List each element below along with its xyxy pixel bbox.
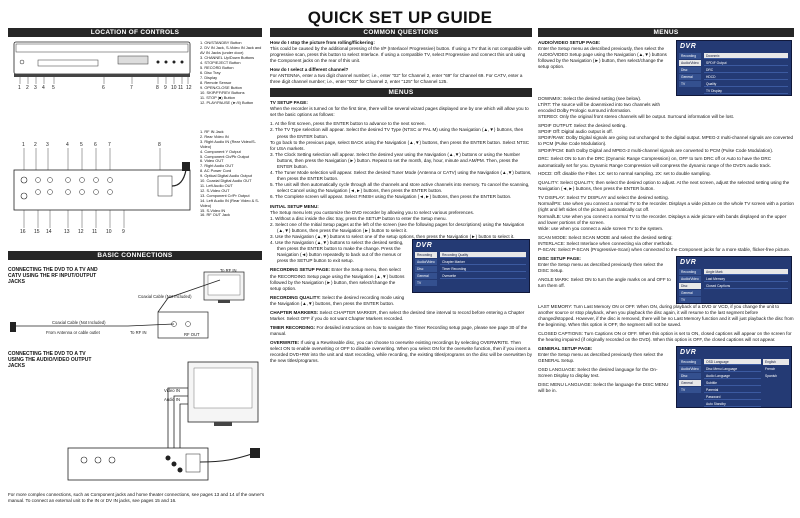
menu-left-item: Recording: [415, 252, 437, 258]
rear-callout: 4: [66, 142, 69, 148]
tv-step: 1. At the first screen, press the ENTER button to advance to the next screen.: [270, 121, 426, 127]
front-callout: 5: [52, 85, 55, 91]
timer-recording-body: For detailed instructions on how to navigate the Timer Recording setup page, please see page 30 of the manual.: [270, 324, 528, 336]
rear-item: 5. Component Cb/Pb Output: [200, 153, 250, 159]
disc-menu-language-text: DISC MENU LANGUAGE: Select the language the DISC MENU will be in.: [538, 381, 669, 394]
rear-item: 16. RF OUT Jack: [200, 212, 230, 218]
menu-right-item: HDCD: [704, 74, 788, 80]
column-menus: [538, 28, 794, 514]
initial-step: 4. Use the Navigation (▲,▼) buttons to select the desired setting, then press the ENTER button to make the change. Press the Navigation (◄) button repeatedly to back out of the menus or press the SETUP button to exit setup.: [270, 240, 404, 264]
av-setup-body: Enter the Setup menu as described previously, then select the AUDIO/VIDEO Setup page using the Navigation (▲,▼) buttons followed by the Navigation (►) button, then select/change the setup option.: [538, 46, 667, 70]
front-callout: 1: [18, 85, 21, 91]
dvr-logo: DVR: [680, 258, 697, 266]
disc-menu-screenshot: [676, 256, 792, 304]
rear-callout: 7: [108, 142, 111, 148]
interlace-text: INTERLACE: Select Interlace when connecting via other methods.: [538, 240, 673, 246]
menu-left-item: General: [679, 74, 701, 80]
control-item: 6. Disc Tray: [200, 70, 221, 75]
rear-item: 14. Left Audio IN (Rear Video & S-Video): [200, 197, 260, 208]
tv-setup-intro: When the recorder is turned on for the first time, there will be several wizard pages displayed one by one which will allow you to set the basic options as follows:: [270, 106, 529, 118]
menus-header: MENUS: [270, 88, 532, 97]
answer-channel: For ANTENNA, enter a two digit channel number; i.e., enter "02" for Channel 2, enter "69" for Channel 69. For CATV, enter a three digit channel number; i.e., enter "002" for Channel 2, enter "125" for Channel 125.: [270, 73, 523, 85]
rear-item: 15. S-Video IN: [200, 207, 226, 213]
basic-connections-header: BASIC CONNECTIONS: [8, 251, 262, 260]
spdif-off-text: SPDIF Off: Digital audio output is off.: [538, 129, 613, 135]
menu-right-item: OSD Language: [704, 359, 761, 365]
menu-left-item: Recording: [679, 53, 701, 59]
location-controls-header: LOCATION OF CONTROLS: [8, 28, 262, 37]
menu-left-item: Recording: [679, 269, 701, 275]
front-callout: 4: [42, 85, 45, 91]
column-location-controls: [8, 28, 262, 514]
label-to-rf: To RF IN: [220, 268, 237, 273]
tv-step: 2. The TV Type selection will appear. Select the desired TV Type (NTSC or PAL M) using the Navigation (▲,▼) buttons, then press the ENTER button.: [270, 127, 524, 139]
front-callout: 2: [26, 85, 29, 91]
rear-callout: 12: [78, 229, 84, 235]
control-item: 9. OPEN/CLOSE Button: [200, 85, 242, 90]
recording-quality-title: RECORDING QUALITY:: [270, 294, 321, 300]
menu-right-item: Overwrite: [440, 273, 526, 279]
rear-callout: 14: [46, 229, 52, 235]
rear-callout: 8: [158, 142, 161, 148]
recording-setup-title: RECORDING SETUP PAGE:: [270, 267, 331, 273]
rf-connection-diagram: [8, 268, 262, 348]
rear-item: 2. Rear Video IN: [200, 133, 229, 139]
rear-item: 8. AC Power Cord: [200, 168, 232, 174]
av-menu-screenshot: [676, 40, 792, 96]
menu-right-item: Chapter Marker: [440, 259, 526, 265]
menu-left-item: TV: [415, 280, 437, 286]
menu-right-item: Subtitle: [704, 380, 761, 386]
scan-mode-text: SCAN MODE: Select SCAN MODE and select the desired setting:: [538, 234, 673, 240]
menu-left-item: General: [415, 273, 437, 279]
initial-setup-title: INITIAL SETUP MENU:: [270, 203, 319, 209]
drc-text: DRC: Select ON to turn the DRC (Dynamic Range Compression) on, OFF to turn DRC off or Auto to have the DRC automatically set for you. Dynamic Range Compression will compress the dynamic range of the DVD's audio track.: [538, 156, 772, 168]
dvr-logo: DVR: [680, 348, 697, 356]
disc-setup-title: DISC SETUP PAGE:: [538, 255, 581, 261]
rear-callout: 13: [64, 229, 70, 235]
rear-item: 12. S-Video OUT: [200, 187, 230, 193]
menu-left-item: Audio/Video: [415, 259, 437, 265]
overwrite-title: OVERWRITE:: [270, 339, 300, 345]
general-setup-title: GENERAL SETUP PAGE:: [538, 345, 593, 351]
rear-callout: 10: [106, 229, 112, 235]
tv-step: 5. The unit will then automatically cycle through all the channels and store active channels into memory. To cancel the scanning, select Cancel using the Navigation (◄,►) buttons, then press the ENTER button.: [270, 182, 530, 194]
menu-right-item: TV Display: [704, 88, 788, 94]
initial-step: 2. Select one of the Initial Setup pages at the left of the screen (see the following pages for descriptions) using the Navigation (▲,▼) buttons, then press the Navigation (►) button to select it.: [270, 221, 525, 233]
angle-mark-text: ANGLE MARK: Select ON to turn the angle marks on and OFF to turn them off.: [538, 276, 671, 288]
front-callout: 7: [130, 85, 133, 91]
control-item: 12. PLAY/PAUSE (►/II) Button: [200, 100, 254, 105]
tv-step: 3. The Clock Setting selection will appear. Select the desired year using the Navigation (▲,▼) buttons or using the Number buttons, then press the Navigation (►) button. Repeat to set the month, day, hour, minute and AM/PM. Then, press the ENTER button.: [270, 151, 521, 169]
rear-item: 4. Component Y Output: [200, 148, 241, 154]
menu-right-item: DRC: [704, 67, 788, 73]
dvr-logo: DVR: [416, 242, 433, 250]
control-item: 3. CHANNEL Up/Down Buttons: [200, 55, 255, 60]
control-item: 8. Remote Sensor: [200, 80, 232, 85]
menu-right-item: SPDIF Output: [704, 60, 788, 66]
tv-display-wide-text: Wide: use when you connect a wide screen TV to the system.: [538, 225, 664, 231]
chapter-markers-body: Select CHAPTER MARKER, then select the desired time interval to record before entering a Chapter Marker. Select OFF if you do not want Chapter Markers recorded.: [270, 309, 525, 321]
label-coax-included: Coaxial Cable (Not Included): [52, 320, 106, 325]
label-audio-in: Audio IN: [164, 397, 181, 402]
spdif-raw-text: SPDIF/RAW: Dolby Digital signals are going out unchanged to the digital output. MPEG-2 multi-channel signals are converted to PCM (Pulse Code Modulation).: [538, 135, 794, 147]
timer-recording-title: TIMER RECORDING:: [270, 324, 316, 330]
front-callout: 12: [186, 85, 192, 91]
menu-option-item: English: [763, 359, 789, 365]
control-item: 11. STOP (■) Button: [200, 95, 236, 100]
menu-option-item: French: [765, 366, 776, 371]
common-questions-header: COMMON QUESTIONS: [270, 28, 532, 37]
overwrite-body: If using a Rewriteable disc, you can choose to overwrite existing recordings by selecting OVERWRITE. Then select ON to enable overwriting or OFF to disable overwriting. When you select ON for the overwrite function, then if you insert a recorded DVD+RW into the unit and start recording, while recording, the existing titles/programs on the disc will be overwritten by the new titles/programs.: [270, 339, 532, 363]
rear-item: 13. Component Cr/Pr Output: [200, 192, 250, 198]
recording-setup-body: Enter the Setup menu, then select the RECORDING Setup page using the Navigation (▲,▼) buttons followed by the Navigation (►) button, then select/change the setup option.: [270, 267, 405, 291]
menu-left-item: Disc: [679, 373, 701, 379]
connections-footnote: For more complex connections, such as Component jacks and home theater connections, see pages 13 and 14 of the owner's manual. To connect an external unit to the IN or DV IN jacks, see pages 15 and 16.: [8, 492, 265, 504]
menu-right-item: Last Memory: [704, 276, 788, 282]
connection-av-title: CONNECTING THE DVD TO A TV USING THE AUDIO/VIDEO OUTPUT JACKS: [8, 351, 92, 370]
spdif-pcm-text: SPDIF/PCM: Both Dolby Digital and MPEG-2 multi-channel signals are converted to PCM (Pulse Code Modulation).: [538, 147, 774, 153]
front-callout: 9: [164, 85, 167, 91]
question-rolling: How do I stop the picture from rolling/flickering:: [270, 40, 375, 45]
control-item: 10. SKIP/FF/REV Buttons: [200, 90, 245, 95]
menu-left-item: TV: [679, 387, 701, 393]
menu-left-item: Audio/Video: [679, 276, 701, 282]
rear-item: 3. Right Audio IN (Rear Video/S-Video): [200, 138, 256, 149]
front-callout: 11: [178, 85, 184, 91]
rear-callout: 9: [122, 229, 125, 235]
pscan-text: P-SCAN: Select P-SCAN (Progressive-Scan) when connected to the Component jacks for a more stable, flicker-free picture.: [538, 246, 791, 252]
rear-callout: 1: [22, 142, 25, 148]
menu-right-item: Password: [704, 394, 761, 400]
dvr-logo: DVR: [680, 43, 697, 50]
label-video-in: Video IN: [164, 388, 180, 393]
general-menu-screenshot: [676, 346, 792, 408]
recording-menu-screenshot: [412, 239, 530, 293]
rear-callout: 11: [92, 229, 98, 235]
answer-rolling: This could be caused by the additional pressing of the I/P (Interlace/ Progressive) button. If using a TV that is not compatible with progressive scan, press this button to select Interlace. If using a compatible TV, select Progressive and connect this unit using the Component jacks on the rear of this unit.: [270, 46, 532, 64]
tv-step: 6. The Complete screen will appear. Select FINISH using the Navigation (◄,►) buttons, then press the ENTER button.: [270, 194, 512, 200]
menu-left-item: General: [679, 380, 701, 386]
rear-callout: 3: [46, 142, 49, 148]
disc-setup-body: Enter the Setup menu as described previously then select the DISC Setup.: [538, 261, 664, 273]
menu-left-item: Audio/Video: [679, 366, 701, 372]
rear-callout: 2: [34, 142, 37, 148]
control-item: 5. RECORD Button: [200, 65, 234, 70]
menu-left-item: Disc: [679, 67, 701, 73]
front-callout: 8: [156, 85, 159, 91]
rear-item: 9. Optical Digital Audio Output: [200, 173, 252, 179]
rear-panel-diagram: [8, 140, 196, 240]
initial-step: 3. Use the Navigation (▲,▼) buttons to select one of the setup options, then press the Navigation (►) button to select it.: [270, 234, 515, 240]
general-setup-body: Enter the Setup menu as described previously then select the GENERAL Setup.: [538, 351, 664, 364]
menu-option-item: Spanish: [765, 373, 777, 378]
menu-left-item: General: [679, 290, 701, 296]
menu-left-item: Disc: [679, 283, 701, 289]
downmix-text: DOWNMIX: Select the desired setting (see below).: [538, 96, 642, 101]
page-title: QUICK SET UP GUIDE: [307, 8, 493, 27]
menu-right-item: Angle Mark: [704, 269, 788, 275]
menus-header-right: MENUS: [538, 28, 794, 37]
menu-left-item: Recording: [679, 359, 701, 365]
tv-step: To go back to the previous page, select BACK using the Navigation (▲,▼) buttons, then press the ENTER button. Select NTSC for USA markets.: [270, 139, 530, 151]
control-item: 7. Display: [200, 75, 218, 80]
menu-right-item: Timer Recording: [440, 266, 526, 272]
rear-item: 1. RF IN Jack: [200, 129, 224, 134]
initial-step: 1. Without a disc inside the disc tray, press the SETUP button to enter the Setup menu.: [270, 215, 447, 221]
front-callout: 10: [171, 85, 177, 91]
front-callout: 6: [102, 85, 105, 91]
menu-left-item: TV: [679, 297, 701, 303]
label-from-wall: From Antenna or cable outlet: [46, 330, 100, 335]
stereo-text: STEREO: Only the original front stereo channels will be output. Surround information will be lost.: [538, 114, 735, 120]
rear-item: 6. Video OUT: [200, 158, 224, 164]
tv-display-text: TV DISPLAY: Select TV DISPLAY and select the desired setting.: [538, 195, 669, 201]
rear-callout: 6: [94, 142, 97, 148]
last-memory-text: LAST MEMORY: Turn Last Memory ON or OFF. When ON, during playback of a DVD or VCD, if you change the unit to another source or stop playback, when you playback the disc again, it will resume to the last segment before changed/stopped. However, if the disc is removed, there will be no Last Memory function and it will just playback the disc from the beginning. When this option is OFF, the segment will not be saved.: [538, 303, 794, 328]
rear-item: 10. Coaxial Digital Audio OUT: [200, 178, 252, 184]
rear-item: 7. Right Audio OUT: [200, 163, 234, 169]
chapter-markers-title: CHAPTER MARKERS:: [270, 309, 319, 315]
menu-right-item: Recording Quality: [440, 252, 526, 258]
label-rf-out: RF OUT: [184, 332, 200, 337]
rear-items-list: [200, 130, 262, 218]
av-connection-diagram: [38, 358, 262, 490]
osd-language-text: OSD LANGUAGE: Select the desired language for the On-Screen Display to display text.: [538, 366, 658, 379]
column-common-questions: [270, 28, 532, 514]
spdif-text: SPDIF OUTPUT: Select the desired setting.: [538, 123, 627, 129]
rear-item: 11. Left Audio OUT: [200, 182, 233, 188]
tv-display-lb-text: Normal/LB: Use when you connect a normal TV to the recorder. Displays a wide picture with bands displayed on the upper and lower portions of the screen.: [538, 213, 787, 225]
question-channel: How do I select a different channel?: [270, 67, 349, 73]
label-to-rf-in: To RF IN: [130, 330, 147, 335]
tv-setup-title: TV SETUP PAGE:: [270, 100, 308, 106]
tv-setup-steps: [270, 121, 532, 200]
closed-captions-text: CLOSED CAPTIONS: Turn Captions ON or OFF. When this option is set to ON, closed captions will appear on the screen for the hearing impaired (if originally recorded on the DVD). When this option is OFF, the closed captions will not appear.: [538, 330, 792, 342]
control-item: 2. DV IN Jack, S-Video IN Jack and AV IN Jacks (under door): [200, 45, 262, 55]
menu-right-item: Parental: [704, 387, 761, 393]
front-callout: 3: [34, 85, 37, 91]
connection-rf-title: CONNECTING THE DVD TO A TV AND CATV USING THE RF INPUT/OUTPUT JACKS: [8, 267, 98, 286]
menu-right-item: Downmix: [704, 53, 788, 59]
av-setup-title: AUDIO/VIDEO SETUP PAGE:: [538, 40, 601, 45]
quality-text: QUALITY: Select QUALITY, then select the desired option to adjust. At the next screen, adjust the selected setting using the Navigation (◄,►) buttons, then press the ENTER button.: [538, 180, 790, 192]
menu-left-item: Disc: [415, 266, 437, 272]
menu-right-item: Disc Menu Language: [704, 366, 761, 372]
rear-callout: 16: [20, 229, 26, 235]
control-item: 4. STOP/EJECT Button: [200, 60, 241, 65]
menu-right-item: Closed Captions: [704, 283, 788, 289]
tv-display-ps-text: Normal/PS: Use when you connect a normal TV to the recorder. Displays a wide picture on the whole TV screen with a portion (right and left sides of the picture) automatically cut off.: [538, 201, 794, 213]
menu-right-item: Auto Standby: [704, 401, 761, 407]
ltrt-text: LT/RT: The source will be downmixed into two channels with encoded Dolby Prologic surround information.: [538, 102, 661, 114]
menu-right-item: Quality: [704, 81, 788, 87]
label-coax-tv: Coaxial Cable (Not Included): [138, 294, 192, 299]
hdcd-text: HDCD: Off: disable the Filter. 1X: set to normal sampling. 2X: set to double sampling.: [538, 171, 711, 177]
initial-setup-intro: The Setup menu lets you customize the DVD recorder by allowing you to select various preferences.: [270, 209, 475, 215]
rear-callout: 15: [34, 229, 40, 235]
menu-left-item: Audio/Video: [679, 60, 701, 66]
rear-callout: 5: [80, 142, 83, 148]
controls-list: [200, 40, 262, 105]
tv-step: 4. The Tuner Mode selection will appear. Select the desired Tuner Mode (Antenna or CATV) using the Navigation (▲,▼) buttons, then press the ENTER button.: [270, 170, 532, 182]
menu-left-item: TV: [679, 81, 701, 87]
menu-right-item: Audio Language: [704, 373, 761, 379]
recording-quality-body: Select the desired recording mode using the Navigation (▲,▼) buttons, then press the ENTER button.: [270, 294, 405, 306]
control-item: 1. ON/STANDBY Button: [200, 40, 242, 45]
